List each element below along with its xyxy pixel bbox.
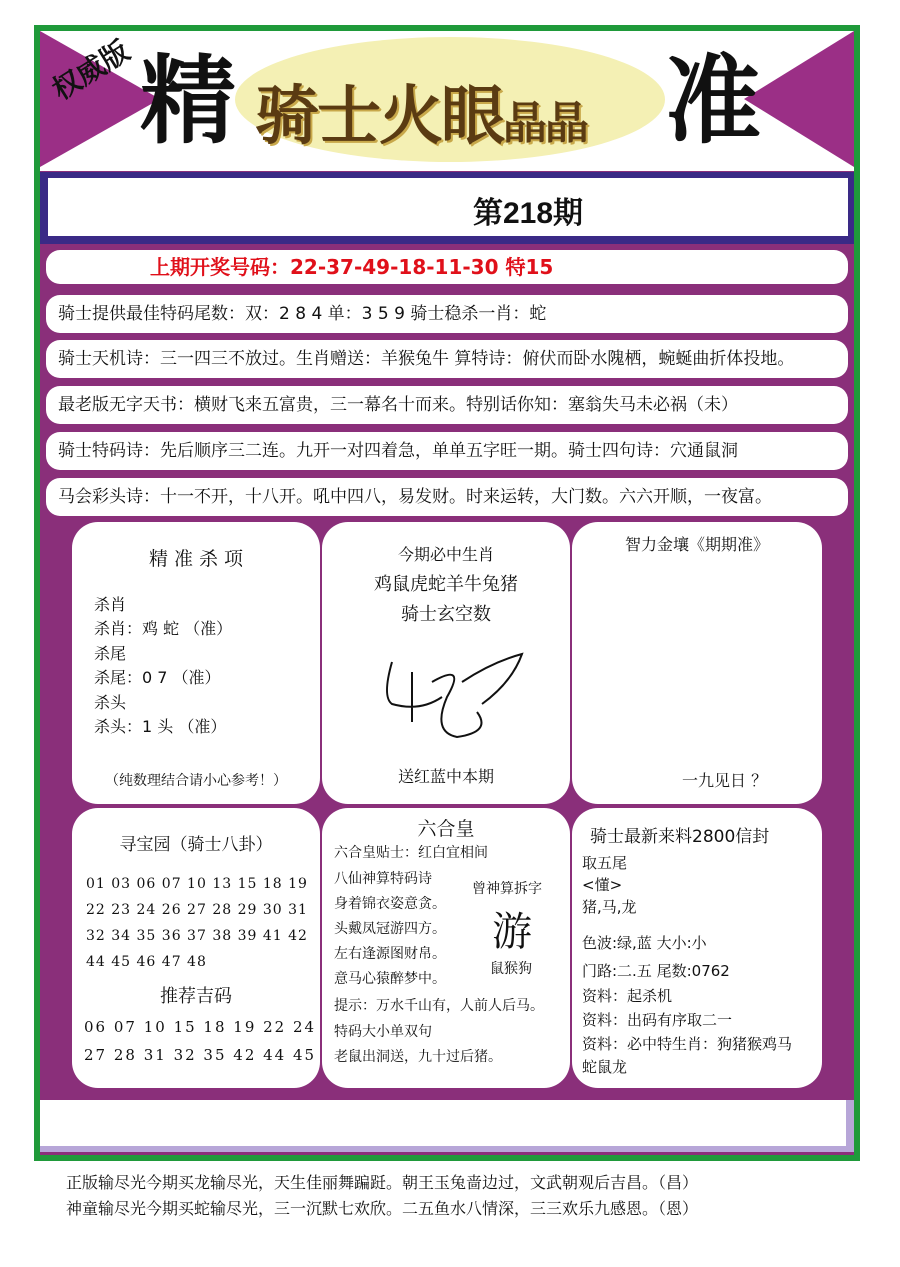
liuhe-side-bottom: 鼠猴狗 (490, 961, 532, 977)
kill-line: 杀头 (94, 693, 127, 712)
latest-line: 取五尾 (582, 854, 628, 872)
liuhe-line: 提示：万水千山有，人前人后马。 (334, 998, 544, 1014)
header (40, 31, 854, 171)
treasure-title: 寻宝园（骑士八卦） (119, 835, 273, 855)
kill-line: 杀头：1 头 （准） (94, 717, 227, 736)
header-left-char: 精 (140, 44, 236, 157)
info-row-5: 马会彩头诗：十一不开，十八开。吼中四八，易发财。时来运转，大门数。六六开顺，一夜富。 (46, 478, 848, 516)
zodiac-animals: 鸡鼠虎蛇羊牛兔猪 (374, 574, 518, 595)
latest-panel (572, 808, 822, 1088)
liuhe-line: 特码大小单双句 (334, 1024, 432, 1040)
latest-line: 门路:二.五 尾数:0762 (582, 962, 730, 980)
treasure-numbers: 32 34 35 36 37 38 39 41 42 (86, 928, 308, 944)
liuhe-title: 六合皇 (417, 818, 475, 840)
zodiac-bottom: 送红蓝中本期 (397, 767, 494, 786)
footer-line-2: 神童输尽光今期买蛇输尽光，三一沉默七欢欣。二五鱼水八情深，三三欢乐九感恩。（恩） (66, 1199, 699, 1218)
info-row-2: 骑士天机诗：三一四三不放过。生肖赠送：羊猴兔牛 算特诗：俯伏而卧水隗栖，蜿蜒曲折体投地。 (46, 340, 848, 378)
liuhe-panel (322, 808, 570, 1088)
latest-line: 猪,马,龙 (582, 898, 637, 916)
recommend-numbers: 06 07 10 15 18 19 22 24 (84, 1018, 317, 1036)
liuhe-line: 意马心猿醉梦中。 (334, 971, 446, 987)
zodiac-subtitle: 骑士玄空数 (401, 604, 491, 625)
wisdom-title: 智力金壤《期期准》 (624, 535, 769, 554)
liuhe-line: 老鼠出洞送，九十过后猪。 (334, 1049, 502, 1065)
latest-line: 色波:绿,蓝 大小:小 (582, 934, 707, 952)
wisdom-bottom: 一九见日 ？ (682, 771, 768, 790)
recommend-title: 推荐吉码 (160, 986, 232, 1007)
last-draw-row: 上期开奖号码：22-37-49-18-11-30 特15 (46, 250, 848, 284)
liuhe-line: 头戴凤冠游四方。 (334, 921, 446, 937)
footer-line-1: 正版输尽光今期买龙输尽光，天生佳丽舞蹁跹。朝王玉兔啬边过，文武朝观后吉昌。（昌） (66, 1173, 699, 1192)
liuhe-line: 六合皇贴士：红白宜相间 (334, 845, 488, 861)
zodiac-panel (322, 522, 570, 804)
issue-number: 第218期 (472, 197, 584, 230)
footer-box (40, 1100, 854, 1152)
latest-line: 资料：起杀机 (582, 987, 673, 1005)
liuhe-line: 左右逢源图财帛。 (334, 946, 446, 962)
liuhe-side-title: 曾神算拆字 (472, 881, 542, 897)
liuhe-line: 身着锦衣姿意贪。 (334, 896, 446, 912)
kill-line: 杀尾 (94, 644, 127, 663)
liuhe-big-char: 游 (492, 909, 532, 955)
kill-line: 杀肖：鸡 蛇 （准） (94, 619, 233, 638)
kill-line: 杀肖 (94, 595, 127, 614)
zodiac-title: 今期必中生肖 (397, 545, 494, 564)
info-row-1: 骑士提供最佳特码尾数：双：2 8 4 单：3 5 9 骑士稳杀一肖：蛇 (46, 295, 848, 333)
latest-line: 资料：必中特生肖：狗猪猴鸡马 (582, 1035, 793, 1053)
issue-box (48, 178, 848, 236)
latest-line: <懂> (582, 876, 623, 894)
kill-note: （纯数理结合请小心参考！） (105, 773, 287, 789)
treasure-numbers: 44 45 46 47 48 (86, 954, 207, 970)
treasure-panel (72, 808, 320, 1088)
brand-title (255, 65, 587, 157)
wisdom-panel (572, 522, 822, 804)
latest-line: 蛇鼠龙 (582, 1058, 628, 1076)
kill-panel (72, 522, 320, 804)
header-right-char: 准 (665, 44, 761, 157)
info-row-4: 骑士特码诗：先后顺序三二连。九开一对四着急，单单五字旺一期。骑士四句诗：穴通鼠洞 (46, 432, 848, 470)
treasure-numbers: 01 03 06 07 10 13 15 18 19 (86, 876, 308, 892)
brand-small: 晶晶 (503, 98, 587, 149)
liuhe-line: 八仙神算特码诗 (334, 871, 432, 887)
info-row-3: 最老版无字天书：横财飞来五富贵，三一幕名十而来。特别话你知：塞翁失马未必祸（未） (46, 386, 848, 424)
treasure-numbers: 22 23 24 26 27 28 29 30 31 (86, 902, 308, 918)
kill-title: 精 准 杀 项 (148, 548, 244, 570)
signature-drawing (372, 642, 532, 742)
kill-line: 杀尾：0 7 （准） (94, 668, 221, 687)
recommend-numbers: 27 28 31 32 35 42 44 45 (84, 1046, 317, 1064)
brand-main: 骑士火眼 (255, 79, 503, 154)
authority-badge: 权威版 (46, 34, 136, 107)
latest-line: 资料：出码有序取二一 (582, 1011, 733, 1029)
latest-title: 骑士最新来料2800信封 (590, 827, 770, 847)
